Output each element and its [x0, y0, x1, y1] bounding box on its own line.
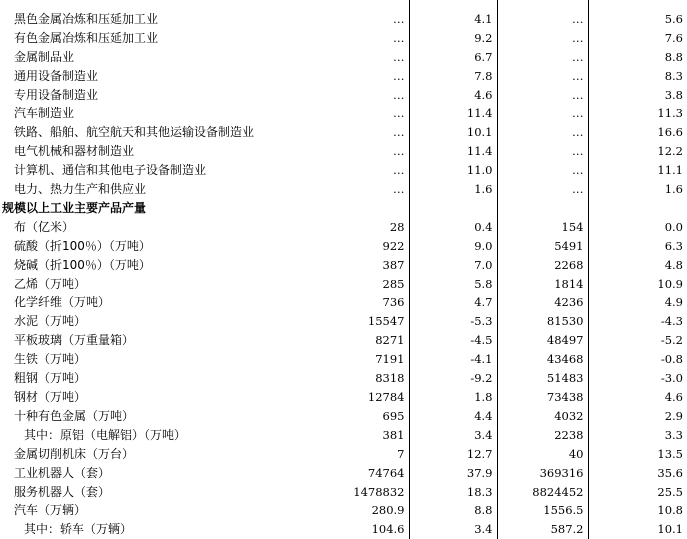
cumulative-growth: 6.3: [664, 238, 683, 253]
current-month-growth: 4.1: [409, 10, 497, 29]
table-row: [0, 312, 687, 331]
table-row: [0, 369, 687, 388]
table-row: [0, 67, 687, 86]
current-month-value: 285: [300, 275, 409, 294]
current-month-growth: 18.3: [409, 483, 497, 502]
current-month-value: …: [300, 86, 409, 105]
cumulative-value: 369316: [497, 464, 588, 483]
cumulative-value: 43468: [497, 350, 588, 369]
cumulative-growth: 25.5: [657, 484, 683, 499]
current-month-value: 12784: [300, 388, 409, 407]
table-row: [0, 0, 687, 10]
cumulative-value: 81530: [497, 312, 588, 331]
cumulative-value: 8824452: [497, 483, 588, 502]
cumulative-value: …: [497, 86, 588, 105]
row-label: 黑色金属冶炼和压延加工业: [14, 11, 159, 26]
row-label: 电力、热力生产和供应业: [14, 182, 147, 197]
cumulative-growth: -5.2: [660, 333, 683, 348]
current-month-value: 104.6: [300, 520, 409, 539]
current-month-value: …: [300, 180, 409, 199]
table-row: [0, 123, 687, 142]
current-month-value: …: [300, 142, 409, 161]
row-label: 乙烯（万吨）: [14, 276, 87, 291]
cumulative-growth: 13.5: [657, 446, 683, 461]
current-month-growth: 1.6: [409, 180, 497, 199]
row-label: 规模以上工业主要产品产量: [2, 200, 147, 215]
current-month-growth: 1.8: [409, 388, 497, 407]
current-month-growth: 7.8: [409, 67, 497, 86]
current-month-growth: 3.4: [409, 520, 497, 539]
current-month-growth: 4.6: [409, 86, 497, 105]
row-label: 布（亿米）: [14, 219, 75, 234]
cumulative-growth: 3.3: [664, 427, 683, 442]
current-month-value: [300, 199, 409, 218]
cumulative-growth: -4.3: [660, 314, 683, 329]
cumulative-value: 1556.5: [497, 501, 588, 520]
current-month-value: [300, 0, 409, 10]
current-month-value: 15547: [300, 312, 409, 331]
row-label: 通用设备制造业: [14, 68, 99, 83]
table-row: [0, 464, 687, 483]
current-month-growth: 9.0: [409, 237, 497, 256]
cumulative-value: [497, 199, 588, 218]
cumulative-value: 2238: [497, 426, 588, 445]
table-row: [0, 10, 687, 29]
current-month-growth: 0.4: [409, 218, 497, 237]
current-month-value: …: [300, 104, 409, 123]
row-label: 专用设备制造业: [14, 87, 99, 102]
cumulative-value: 4236: [497, 293, 588, 312]
cumulative-value: …: [497, 180, 588, 199]
cumulative-value: …: [497, 123, 588, 142]
cumulative-growth: 16.6: [657, 125, 683, 140]
cumulative-growth: 10.8: [657, 503, 683, 518]
table-row: [0, 483, 687, 502]
cumulative-value: …: [497, 104, 588, 123]
cumulative-growth: [588, 0, 687, 10]
row-label: 其中：原铝（电解铝）（万吨）: [24, 427, 187, 442]
table-row: [0, 237, 687, 256]
table-row: [0, 275, 687, 294]
cumulative-value: …: [497, 67, 588, 86]
row-label: 烧碱（折100％）（万吨）: [14, 257, 151, 272]
row-label: 水泥（万吨）: [14, 314, 87, 329]
row-label: 服务机器人（套）: [14, 484, 111, 499]
current-month-growth: 10.1: [409, 123, 497, 142]
current-month-value: 736: [300, 293, 409, 312]
table-row: [0, 29, 687, 48]
cumulative-growth: 5.6: [664, 11, 683, 26]
current-month-value: 74764: [300, 464, 409, 483]
current-month-growth: 6.7: [409, 48, 497, 67]
cumulative-value: …: [497, 10, 588, 29]
table-row: [0, 86, 687, 105]
cumulative-value: 2268: [497, 256, 588, 275]
current-month-value: 7191: [300, 350, 409, 369]
current-month-growth: 11.4: [409, 104, 497, 123]
cumulative-value: …: [497, 29, 588, 48]
cumulative-value: [497, 0, 588, 10]
cumulative-growth: 35.6: [657, 465, 683, 480]
row-label: 汽车制造业: [14, 106, 75, 121]
row-label: 金属切削机床（万台）: [14, 446, 135, 461]
row-label: 其中：轿车（万辆）: [24, 522, 133, 537]
table-row: [0, 256, 687, 275]
table-row: [0, 161, 687, 180]
current-month-growth: -4.5: [409, 331, 497, 350]
row-label: 金属制品业: [14, 49, 75, 64]
cumulative-growth: -0.8: [660, 352, 683, 367]
current-month-value: 387: [300, 256, 409, 275]
current-month-value: 695: [300, 407, 409, 426]
cumulative-growth: 3.8: [664, 87, 683, 102]
section-header-row: [0, 199, 687, 218]
current-month-growth: 12.7: [409, 445, 497, 464]
current-month-growth: -5.3: [409, 312, 497, 331]
current-month-growth: [409, 199, 497, 218]
current-month-growth: 9.2: [409, 29, 497, 48]
row-label: 汽车（万辆）: [14, 503, 87, 518]
current-month-value: 280.9: [300, 501, 409, 520]
current-month-growth: 3.4: [409, 426, 497, 445]
current-month-growth: -4.1: [409, 350, 497, 369]
row-label: 有色金属冶炼和压延加工业: [14, 30, 159, 45]
cumulative-growth: 11.3: [657, 106, 683, 121]
row-label: 工业机器人（套）: [14, 465, 111, 480]
current-month-growth: 5.8: [409, 275, 497, 294]
cumulative-growth: 7.6: [664, 30, 683, 45]
cumulative-growth: 11.1: [657, 163, 683, 178]
table-row: [0, 445, 687, 464]
cumulative-value: …: [497, 142, 588, 161]
current-month-growth: 11.4: [409, 142, 497, 161]
current-month-value: …: [300, 123, 409, 142]
table-row: [0, 180, 687, 199]
row-label: 钢材（万吨）: [14, 390, 87, 405]
table-row: [0, 218, 687, 237]
cumulative-growth: 4.6: [664, 390, 683, 405]
cumulative-growth: 4.8: [664, 257, 683, 272]
current-month-value: …: [300, 161, 409, 180]
current-month-growth: -9.2: [409, 369, 497, 388]
cumulative-growth: 0.0: [664, 219, 683, 234]
row-label: 电气机械和器材制造业: [14, 144, 135, 159]
current-month-value: 381: [300, 426, 409, 445]
row-label: 硫酸（折100％）（万吨）: [14, 238, 151, 253]
row-label: 粗钢（万吨）: [14, 371, 87, 386]
current-month-value: …: [300, 10, 409, 29]
table-row: [0, 426, 687, 445]
current-month-value: 8318: [300, 369, 409, 388]
current-month-growth: 11.0: [409, 161, 497, 180]
table-row: [0, 48, 687, 67]
row-label: [0, 0, 300, 10]
table-row: [0, 331, 687, 350]
table-row: [0, 142, 687, 161]
current-month-value: 7: [300, 445, 409, 464]
row-label: 十种有色金属（万吨）: [14, 408, 135, 423]
cumulative-value: 48497: [497, 331, 588, 350]
current-month-value: 922: [300, 237, 409, 256]
cumulative-value: …: [497, 48, 588, 67]
current-month-value: 8271: [300, 331, 409, 350]
cumulative-value: 51483: [497, 369, 588, 388]
row-label: 化学纤维（万吨）: [14, 295, 111, 310]
table-row: [0, 501, 687, 520]
table-row: [0, 350, 687, 369]
cumulative-growth: 12.2: [657, 144, 683, 159]
current-month-growth: 8.8: [409, 501, 497, 520]
current-month-value: 28: [300, 218, 409, 237]
table-row: [0, 407, 687, 426]
row-label: 铁路、船舶、航空航天和其他运输设备制造业: [14, 125, 255, 140]
current-month-growth: [409, 0, 497, 10]
cumulative-value: 4032: [497, 407, 588, 426]
cumulative-value: 40: [497, 445, 588, 464]
cumulative-growth: 8.8: [664, 49, 683, 64]
cumulative-growth: 8.3: [664, 68, 683, 83]
current-month-value: …: [300, 29, 409, 48]
current-month-growth: 7.0: [409, 256, 497, 275]
current-month-value: …: [300, 67, 409, 86]
cumulative-value: 1814: [497, 275, 588, 294]
current-month-value: …: [300, 48, 409, 67]
cumulative-growth: [588, 199, 687, 218]
cumulative-growth: 2.9: [664, 408, 683, 423]
table-row: [0, 293, 687, 312]
cumulative-growth: 1.6: [664, 182, 683, 197]
cumulative-value: 5491: [497, 237, 588, 256]
current-month-growth: 4.4: [409, 407, 497, 426]
cumulative-growth: 10.9: [657, 276, 683, 291]
row-label: 生铁（万吨）: [14, 352, 87, 367]
cumulative-growth: 10.1: [657, 522, 683, 537]
current-month-growth: 4.7: [409, 293, 497, 312]
current-month-value: 1478832: [300, 483, 409, 502]
row-label: 计算机、通信和其他电子设备制造业: [14, 163, 207, 178]
cumulative-value: 73438: [497, 388, 588, 407]
table-row: [0, 388, 687, 407]
table-row: [0, 104, 687, 123]
cumulative-value: 587.2: [497, 520, 588, 539]
cumulative-growth: -3.0: [660, 371, 683, 386]
cumulative-value: 154: [497, 218, 588, 237]
cumulative-growth: 4.9: [664, 295, 683, 310]
current-month-growth: 37.9: [409, 464, 497, 483]
cumulative-value: …: [497, 161, 588, 180]
row-label: 平板玻璃（万重量箱）: [14, 333, 135, 348]
